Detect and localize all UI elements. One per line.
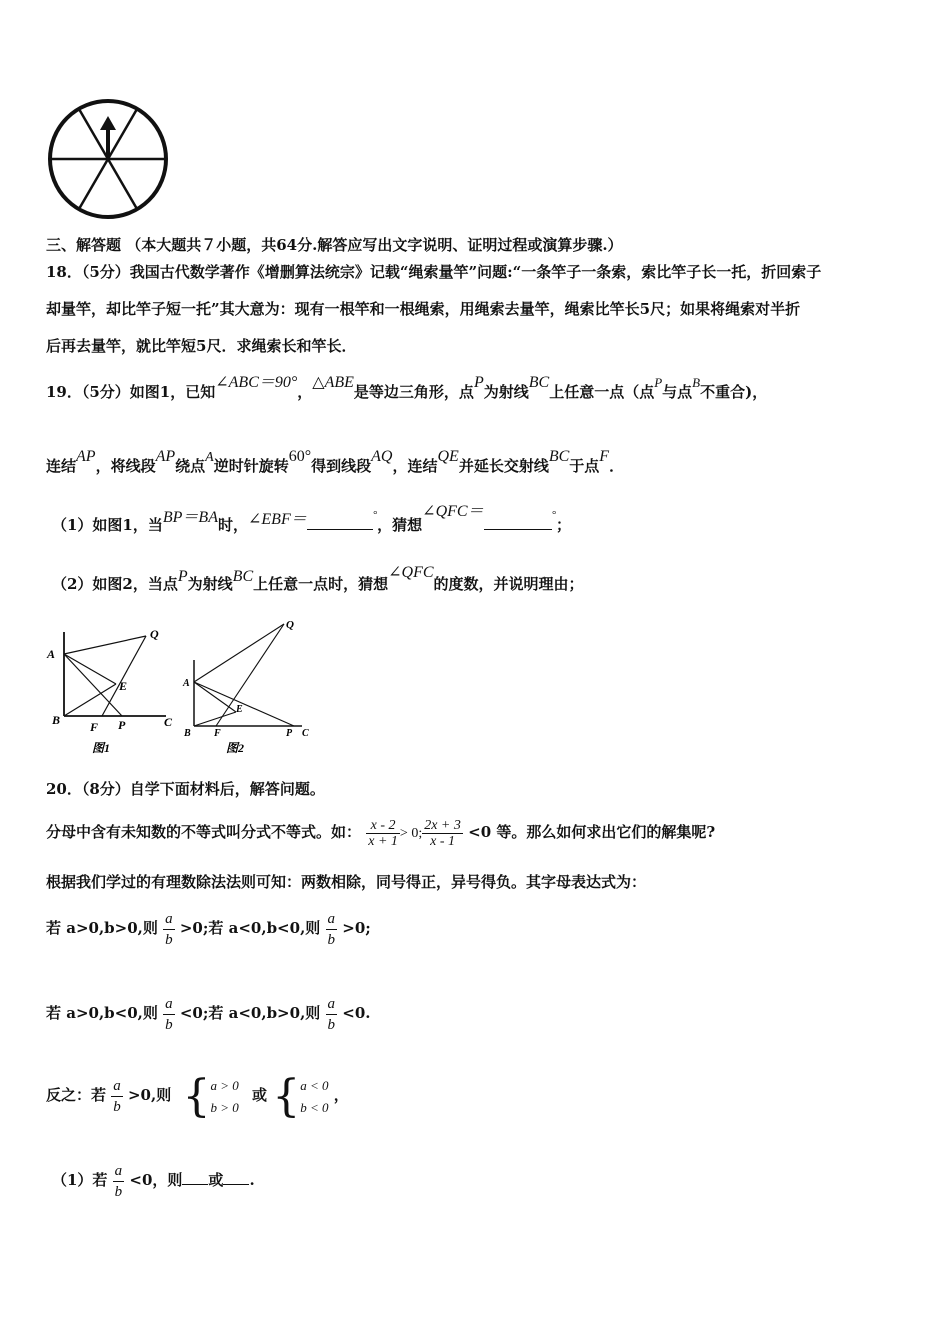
text: 或	[251, 1086, 267, 1104]
fig2-label-q: Q	[286, 619, 294, 631]
system-line: a > 0	[210, 1078, 239, 1093]
text: 上任意一点时，猜想	[253, 575, 389, 593]
fig1-label-c: C	[164, 715, 173, 729]
text: .	[249, 1171, 255, 1189]
fig1-label-f: F	[90, 720, 99, 734]
answer-blank-ebf[interactable]	[307, 529, 373, 530]
text: ，猜想	[377, 516, 423, 534]
fig2-label-p: P	[286, 728, 293, 739]
inequality-system-positive	[182, 1071, 239, 1122]
point-p: P	[177, 568, 188, 585]
degree-mark: °	[551, 509, 556, 521]
numerator: a	[165, 995, 173, 1012]
fig1-segment-ae	[64, 654, 116, 684]
fig2-segment-ae	[194, 682, 236, 712]
angle-ebf: ∠EBF＝	[248, 511, 307, 528]
fraction-a-over-b	[111, 1076, 123, 1117]
text: 若 a>0,b>0,则	[46, 919, 158, 937]
segment-ap: AP	[76, 448, 96, 465]
text: ，将线段	[95, 457, 156, 475]
q20-rule2	[46, 990, 371, 1036]
text: ；	[555, 516, 571, 534]
part1-label: （1）如图1，当	[52, 516, 163, 534]
text: >0;	[342, 919, 371, 937]
fig2-label-f: F	[214, 728, 221, 739]
q18-line3: 后再去量竿，就比竿短5尺．求绳索长和竿长．	[46, 337, 357, 355]
degree-mark: °	[372, 509, 378, 521]
system-line: b > 0	[210, 1100, 239, 1115]
fraction-a-over-b	[163, 994, 175, 1035]
q20-title: 20．（8分）自学下面材料后，解答问题。	[46, 780, 325, 798]
section-heading: 三、解答题 （本大题共７小题，共64分.解答应写出文字说明、证明过程或演算步骤.）	[46, 236, 623, 254]
text: 若 a>0,b<0,则	[46, 1004, 158, 1022]
segment-aq: AQ	[371, 448, 393, 465]
text: <0;若 a<0,b>0,则	[179, 1004, 321, 1022]
q20-rule-intro: 根据我们学过的有理数除法法则可知：两数相除，同号得正，异号得负。其字母表达式为：	[46, 873, 647, 891]
gt-zero: > 0;	[399, 826, 423, 841]
ray-bc: BC	[548, 448, 570, 465]
q19-part1	[52, 503, 571, 537]
denominator: x - 1	[422, 833, 463, 849]
fraction-example-1	[366, 818, 400, 849]
fig2-caption: 图2	[226, 741, 245, 755]
segment-qe: QE	[437, 448, 459, 465]
left-brace-icon: {	[272, 1071, 301, 1122]
part2-label: （2）如图2，当点	[52, 575, 178, 593]
wheel-pointer-arrow-icon	[100, 116, 116, 130]
fraction-a-over-b	[326, 994, 338, 1035]
text: <0 等。那么如何求出它们的解集呢?	[468, 823, 716, 841]
fig1-label-a: A	[47, 647, 56, 661]
text: 连结	[46, 457, 77, 475]
fraction-a-over-b	[163, 909, 175, 950]
text: 反之：若	[46, 1086, 107, 1104]
denominator: b	[111, 1096, 123, 1117]
fraction-example-2	[422, 818, 463, 849]
fig1-segment-be	[64, 684, 116, 716]
triangle-abe: △ABE	[312, 374, 354, 391]
text: （1）若	[52, 1171, 108, 1189]
text: 上任意一点（点	[549, 383, 655, 401]
fraction-a-over-b	[326, 909, 338, 950]
system-line: a < 0	[300, 1078, 329, 1093]
point-f: F	[599, 448, 610, 465]
text: 于点	[569, 457, 600, 475]
q19-line1	[46, 374, 768, 403]
fig2-label-c: C	[302, 728, 309, 739]
numerator: 2x + 3	[424, 817, 461, 833]
denominator: x + 1	[368, 833, 398, 849]
fig1-label-e: E	[119, 679, 128, 693]
answer-blank-2[interactable]	[223, 1184, 249, 1185]
text: ．	[609, 457, 625, 475]
geometry-figure-1	[44, 620, 184, 760]
text: 或	[208, 1171, 224, 1189]
angle-abc: ∠ABC＝90°	[215, 374, 298, 391]
denominator: b	[326, 1014, 338, 1035]
answer-blank-qfc[interactable]	[484, 529, 552, 530]
point-p: P	[654, 375, 663, 390]
answer-blank-1[interactable]	[182, 1184, 208, 1185]
text: ，连结	[392, 457, 438, 475]
fig1-caption: 图1	[92, 741, 111, 755]
denominator: b	[163, 1014, 175, 1035]
fraction-a-over-b	[113, 1161, 125, 1202]
ray-bc: BC	[232, 568, 254, 585]
angle-qfc: ∠QFC	[388, 564, 434, 581]
comma: ，	[297, 383, 313, 401]
text: <0，则	[129, 1171, 183, 1189]
q19-part2	[52, 564, 584, 595]
geometry-figure-2	[178, 612, 318, 760]
q19-line2	[46, 448, 625, 478]
numerator: a	[165, 910, 173, 927]
fig2-segment-ap	[194, 682, 294, 726]
text: 是等边三角形，点	[353, 383, 474, 401]
point-b: B	[692, 375, 701, 390]
q20-rule1	[46, 905, 371, 951]
bp-equals-ba: BP＝BA	[162, 509, 218, 526]
fig1-label-p: P	[118, 718, 126, 732]
segment-ap: AP	[155, 448, 176, 465]
fig2-segment-aq	[194, 624, 284, 682]
fig1-segment-qf	[102, 636, 146, 716]
text: 分母中含有未知数的不等式叫分式不等式。如：	[46, 823, 362, 841]
fig2-label-b: B	[184, 728, 191, 739]
denominator: b	[163, 929, 175, 950]
text: <0.	[342, 1004, 371, 1022]
fig2-label-a: A	[183, 678, 190, 689]
text: 为射线	[187, 575, 233, 593]
q20-definition	[46, 812, 715, 854]
denominator: b	[113, 1181, 125, 1202]
text: 与点	[662, 383, 693, 401]
inequality-system-negative	[272, 1071, 329, 1122]
fig1-segment-aq	[64, 636, 146, 654]
numerator: x - 2	[370, 817, 396, 833]
text: >0,则	[127, 1086, 172, 1104]
q19-intro: 19．（5分）如图1，已知	[46, 383, 216, 401]
numerator: a	[113, 1077, 121, 1094]
q20-sub1	[52, 1157, 255, 1203]
q20-converse	[46, 1071, 349, 1122]
system-line: b < 0	[300, 1100, 329, 1115]
left-brace-icon: {	[182, 1071, 211, 1122]
fig2-label-e: E	[236, 704, 243, 715]
denominator: b	[326, 929, 338, 950]
text: 得到线段	[311, 457, 372, 475]
text: ，	[333, 1086, 349, 1104]
fig2-segment-qf	[216, 624, 284, 726]
text: 并延长交射线	[458, 457, 549, 475]
text: 不重合)，	[700, 383, 768, 401]
q18-line2: 却量竿，却比竿子短一托”其大意为：现有一根竿和一根绳索，用绳索去量竿，绳索比竿长5尺；如果将绳索对半折	[46, 300, 801, 318]
numerator: a	[327, 995, 336, 1012]
fig2-segment-be	[194, 712, 236, 726]
ray-bc: BC	[528, 374, 550, 391]
q18-line1: 18．（5分）我国古代数学著作《增删算法统宗》记载“绳索量竿”问题:“一条竿子一条索，索比竿子长一托，折回索子	[46, 263, 822, 281]
text: 时，	[217, 516, 248, 534]
angle-qfc: ∠QFC＝	[422, 503, 484, 520]
text: 逆时针旋转	[213, 457, 289, 475]
angle-60: 60°	[288, 448, 312, 465]
text: >0;若 a<0,b<0,则	[179, 919, 321, 937]
point-a: A	[205, 450, 214, 465]
text: 绕点	[175, 457, 206, 475]
point-p: P	[473, 374, 484, 391]
fig1-label-b: B	[52, 713, 61, 727]
text: 的度数，并说明理由；	[433, 575, 584, 593]
fig1-label-q: Q	[150, 627, 159, 641]
spinner-wheel-figure	[46, 98, 170, 220]
numerator: a	[327, 910, 336, 927]
numerator: a	[114, 1162, 123, 1179]
text: 为射线	[483, 383, 529, 401]
